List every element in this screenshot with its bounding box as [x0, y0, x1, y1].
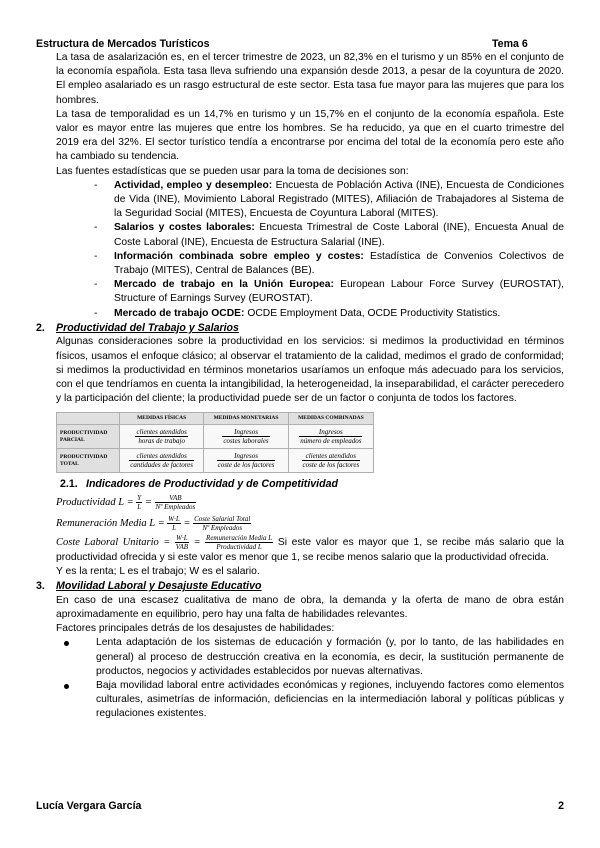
section-2-body: Algunas consideraciones sobre la productividad en los servicios: si medimos la productividad en términos físicos, usamos el enfoque clásico; al observar el tratamiento de la calidad, medimos el grado de conformidad; si medimos la productividad en términos monetarios usaríamos un enfoque más adecuado para los servicios, con el que tendríamos en cuenta la intangibilidad, la heterogeneidad, la inseparabilidad, el carácter perecedero y la participación del cliente; la productividad puede ser de un factor o conjunta de todos los factores. [56, 336, 564, 405]
productivity-table [56, 412, 374, 473]
factors-list [36, 636, 564, 721]
course-title: Estructura de Mercados Turísticos [36, 38, 210, 50]
equation-productividad: Productividad L = $\frac{Y}{L}$ = $\frac{\text{VAB}}{\text{Nº Empleados}}$ [56, 493, 196, 511]
section-2-heading: 2. Productividad del Trabajo y Salarios [36, 321, 239, 334]
page-header [36, 37, 564, 51]
list-item: - Información combinada sobre empleo y costes: Estadística de Convenios Colectivos de Trabajo (MITES), Central de Balances (BE). [94, 250, 564, 277]
paragraph-fuentes-intro: Las fuentes estadísticas que se pueden usar para la toma de decisiones son: [56, 165, 409, 177]
bullet-icon [64, 641, 69, 646]
equation-coste-laboral: Coste Laboral Unitario = $\frac{W\cdot L}{\text{VAB}}$ = $\frac{\text{Remuneración Media L}}{\text{Productividad L}}$ Si este valor es mayor que 1, se recibe más salario que la productividad ofrecida y si este valor es menor que 1, se recibe menos salario que la productividad ofrecida. [56, 533, 564, 563]
section-3-body: En caso de una escasez cualitativa de mano de obra, la demanda y la oferta de mano de obra están aproximadamente en equilibrio, pero hay una falta de habilidades relevantes. [56, 594, 564, 620]
row-label: PRODUCTIVIDAD TOTAL [57, 449, 120, 473]
list-item: - Actividad, empleo y desempleo: Encuesta de Población Activa (INE), Encuesta de Condiciones de Vida (INE), Movimiento Laboral Registrado (MITES), Afiliación de Trabajadores al Sistema de la Seguridad Social (MITES), Encuesta de Coyuntura Laboral (MITES). [94, 179, 564, 220]
equation-remuneracion: Remuneración Media L = $\frac{W\cdot L}{L}$ = $\frac{\text{Coste Salarial Total}}{\text{Nº Empleados}}$ [56, 514, 251, 532]
page-footer [36, 799, 564, 813]
sources-list [36, 179, 564, 321]
table-row: PRODUCTIVIDAD PARCIAL $\frac{\text{clientes atendidos}}{\text{horas de trabajo}}$ $\frac{\text{Ingresos}}{\text{costes laborales}}$ $\frac{\text{Ingresos}}{\text{número de empleados}}$ [57, 425, 374, 449]
section-2-1-heading: 2.1. Indicadores de Productividad y de Competitividad [60, 478, 338, 491]
variables-legend: Y es la renta; L es el trabajo; W es el salario. [56, 566, 260, 578]
page-number: 2 [558, 800, 564, 812]
table-header: MEDIDAS COMBINADAS [288, 413, 373, 425]
list-item: Baja movilidad laboral entre actividades económicas y regiones, incluyendo factores como elementos culturales, asimetrías de información, deficiencias en la intermediación laboral y políticas públicas y regulaciones existentes. [56, 679, 564, 722]
paragraph-asalarizacion: La tasa de asalarización es, en el tercer trimestre de 2023, un 82,3% en el turismo y un 85% en el conjunto de la economía española. Esta tasa lleva sufriendo una expansión desde 2013, a pesar de la coyuntura de 2020. El empleo asalariado es un rasgo estructural de este sector. Esta tasa fue mayor para las mujeres que para los hombres. [56, 52, 564, 106]
table-header: MEDIDAS MONETARIAS [204, 413, 288, 425]
list-item: Lenta adaptación de los sistemas de educación y formación (y, por lo tanto, de las habilidades en general) al proceso de destrucción creativa en la economía, es decir, la sustitución permanente de productos, negocios y actividades establecidos por nuevas alternativas. [56, 636, 564, 679]
page-content [36, 51, 564, 722]
section-3-heading: 3. Movilidad Laboral y Desajuste Educativo [36, 580, 262, 593]
list-item: - Mercado de trabajo OCDE: OCDE Employment Data, OCDE Productivity Statistics. [94, 307, 501, 319]
row-label: PRODUCTIVIDAD PARCIAL [57, 425, 120, 449]
author-name: Lucía Vergara García [36, 800, 142, 812]
topic-label: Tema 6 [492, 38, 528, 50]
table-header [57, 413, 120, 425]
table-header: MEDIDAS FÍSICAS [120, 413, 204, 425]
section-3-intro: Factores principales detrás de los desajustes de habilidades: [56, 623, 335, 635]
table-row: PRODUCTIVIDAD TOTAL $\frac{\text{clientes atendidos}}{\text{cantidades de factores}}$ $\frac{\text{Ingresos}}{\text{coste de los factores}}$ $\frac{\text{clientes atendidos}}{\text{coste de los factores}}$ [57, 449, 374, 473]
list-item: - Mercado de trabajo en la Unión Europea: European Labour Force Survey (EUROSTAT), Structure of Earnings Survey (EUROSTAT). [94, 279, 564, 305]
paragraph-temporalidad: La tasa de temporalidad es un 14,7% en turismo y un 15,7% en el conjunto de la economía española. Este valor es mayor entre las mujeres que entre los hombres. Se ha reducido, ya que en el cuarto trimestre del 2019 era del 32%. El sector turístico tendía a encontrarse por encima del total de la economía pero este año ha cambiado su tendencia. [56, 108, 564, 163]
bullet-icon [64, 684, 69, 689]
list-item: - Salarios y costes laborales: Encuesta Trimestral de Coste Laboral (INE), Encuesta Anual de Coste Laboral (INE), Encuesta de Estructura Salarial (INE). [94, 222, 564, 248]
